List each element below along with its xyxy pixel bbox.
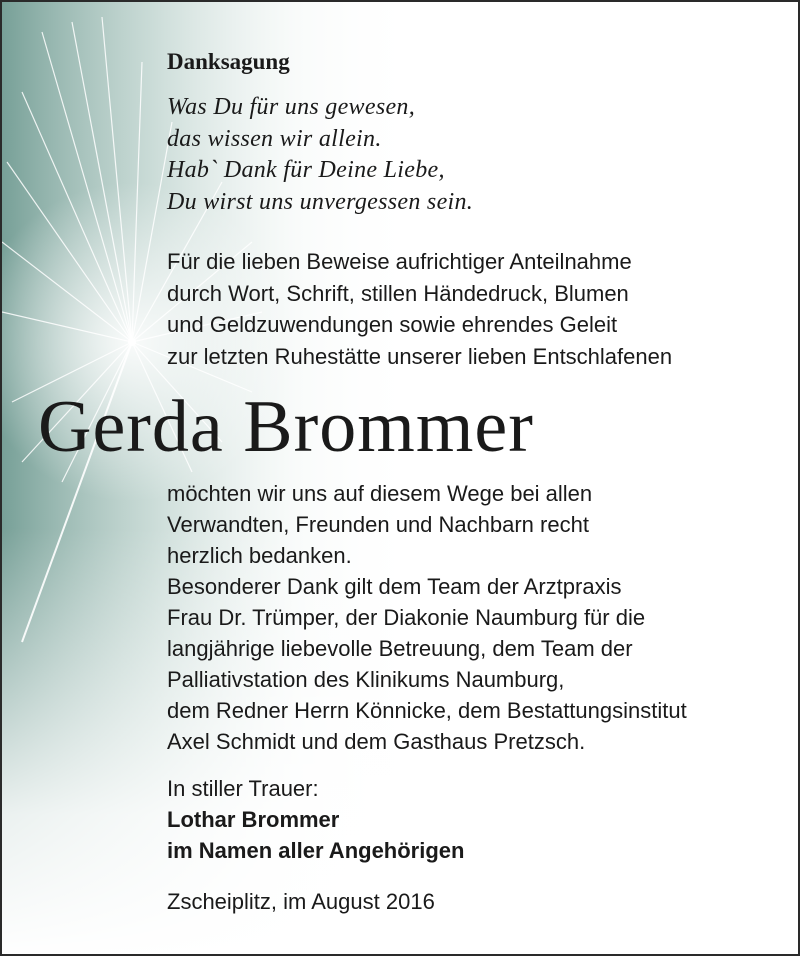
intro-line: Für die lieben Beweise aufrichtiger Anteilnahme: [167, 249, 632, 274]
signature-block: [167, 773, 464, 866]
poem-line: Hab` Dank für Deine Liebe,: [167, 157, 445, 183]
body-line: Verwandten, Freunden und Nachbarn recht: [167, 512, 589, 537]
body-line: Palliativstation des Klinikums Naumburg,: [167, 667, 565, 692]
body-line: Besonderer Dank gilt dem Team der Arztpraxis: [167, 574, 622, 599]
body-line: Axel Schmidt und dem Gasthaus Pretzsch.: [167, 729, 586, 754]
notice-heading: Danksagung: [167, 49, 290, 74]
intro-line: zur letzten Ruhestätte unserer lieben Entschlafenen: [167, 343, 673, 369]
intro-line: und Geldzuwendungen sowie ehrendes Geleit: [167, 312, 618, 337]
body-line: möchten wir uns auf diesem Wege bei allen: [167, 481, 593, 506]
place-date: Zscheiplitz, im August 2016: [167, 889, 435, 914]
family-line: im Namen aller Angehörigen: [167, 838, 465, 863]
body-line: Frau Dr. Trümper, der Diakonie Naumburg für die: [167, 605, 646, 630]
poem-line: Was Du für uns gewesen,: [167, 94, 416, 120]
body-line: herzlich bedanken.: [167, 543, 352, 568]
body-line: langjährige liebevolle Betreuung, dem Team der: [167, 636, 633, 661]
body-line: dem Redner Herrn Könnicke, dem Bestattungsinstitut: [167, 698, 687, 723]
signer-name: Lothar Brommer: [167, 807, 340, 832]
mourning-label: In stiller Trauer:: [167, 776, 319, 801]
intro-line: durch Wort, Schrift, stillen Händedruck, Blumen: [167, 280, 629, 306]
deceased-name: Gerda Brommer: [38, 386, 534, 468]
thanks-body: [167, 478, 687, 757]
memorial-poem: [167, 92, 473, 218]
thanks-intro: [167, 246, 672, 372]
poem-line: Du wirst uns unvergessen sein.: [167, 188, 474, 215]
poem-line: das wissen wir allein.: [167, 125, 382, 152]
